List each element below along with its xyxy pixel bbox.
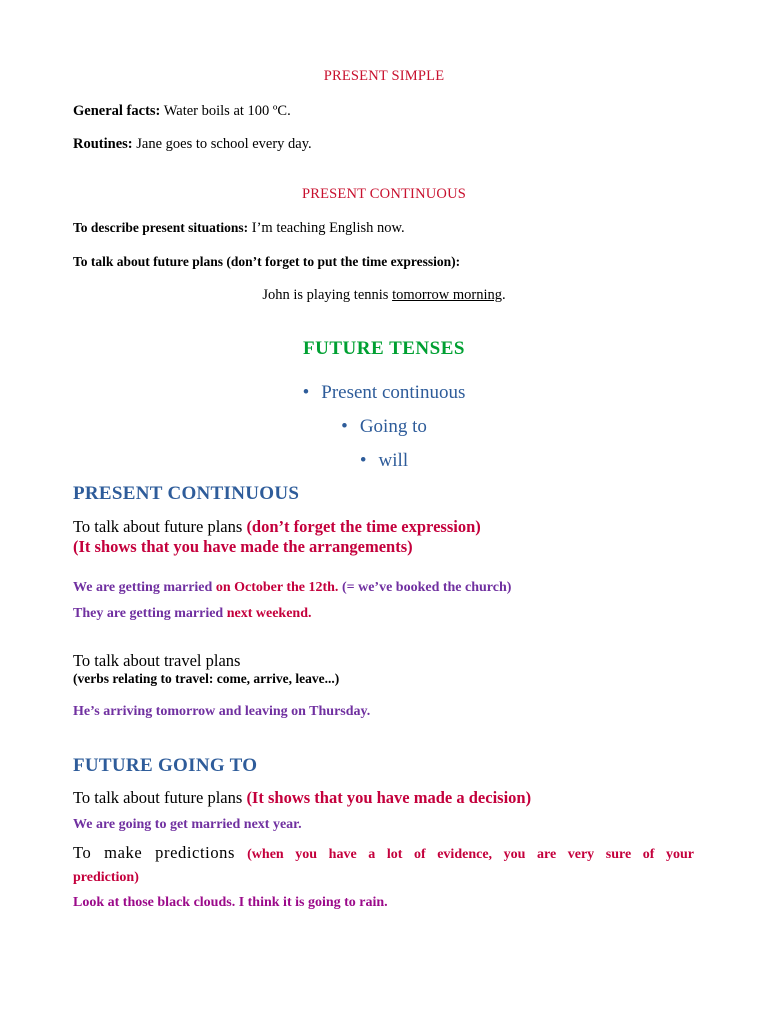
travel-plans-note: (verbs relating to travel: come, arrive, leave...): [73, 671, 340, 686]
john-example-pre: John is playing tennis: [262, 287, 393, 303]
predictions-note-2: prediction): [73, 870, 139, 885]
general-facts-label: General facts:: [73, 103, 161, 119]
bullet-icon: •: [302, 382, 310, 403]
john-example-underlined: tomorrow morning: [392, 287, 503, 303]
pc-plans-note2: (It shows that you have made the arrangements): [73, 537, 413, 556]
travel-plans-label: To talk about travel plans: [73, 651, 241, 670]
list-item: [0, 450, 768, 484]
john-example: [0, 287, 768, 304]
pc-plans-line: [73, 517, 694, 537]
routines-line: [73, 136, 694, 153]
pc-example-2b: next weekend.: [223, 606, 312, 621]
routines-label: Routines:: [73, 136, 133, 152]
future-plans-label: To talk about future plans (don’t forget to put the time expression):: [73, 254, 461, 269]
future-tenses-title: FUTURE TENSES: [303, 338, 465, 359]
pc-example-1a: We are getting married: [73, 580, 213, 595]
describe-label: To describe present situations:: [73, 220, 249, 235]
predictions-line: [73, 843, 694, 863]
describe-line: [73, 220, 694, 237]
list-item: [0, 382, 768, 416]
pc-plans-note1: (don’t forget the time expression): [246, 517, 481, 536]
gt-plans-label: To talk about future plans: [73, 788, 247, 807]
present-continuous-intro-title: PRESENT CONTINUOUS: [301, 186, 467, 202]
list-item-label: will: [378, 450, 409, 471]
bullet-icon: •: [341, 416, 348, 437]
list-item-label: Present continuous: [321, 382, 466, 403]
list-item-label: Going to: [359, 416, 427, 437]
john-example-post: .: [502, 287, 506, 303]
predictions-note-1: (when you have a lot of evidence, you are very sure of your: [247, 847, 695, 862]
predictions-label: To make predictions: [73, 843, 236, 862]
general-facts-line: [73, 103, 694, 120]
routines-text: Jane goes to school every day.: [132, 136, 312, 152]
list-item: [0, 416, 768, 450]
gt-plans-line: [73, 788, 694, 808]
general-facts-text: Water boils at 100 ºC.: [160, 103, 291, 119]
predictions-example: Look at those black clouds. I think it is going to rain.: [73, 895, 388, 910]
present-simple-title: PRESENT SIMPLE: [323, 68, 445, 84]
describe-text: I’m teaching English now.: [248, 220, 405, 236]
gt-plans-example: We are going to get married next year.: [73, 817, 302, 832]
pc-example-1: [73, 580, 694, 596]
future-going-to-heading: FUTURE GOING TO: [73, 755, 258, 776]
pc-example-2: [73, 606, 694, 622]
pc-example-2a: They are getting married: [73, 606, 224, 621]
present-continuous-heading: PRESENT CONTINUOUS: [73, 483, 300, 504]
bullet-icon: •: [359, 450, 367, 471]
gt-plans-note: (It shows that you have made a decision): [246, 788, 532, 807]
pc-plans-label: To talk about future plans: [73, 517, 243, 536]
pc-example-1c: (= we’ve booked the church): [338, 580, 512, 595]
future-tenses-list: [0, 382, 768, 484]
pc-example-1b: on October the 12th.: [212, 580, 339, 595]
travel-example: He’s arriving tomorrow and leaving on Thursday.: [73, 704, 371, 719]
